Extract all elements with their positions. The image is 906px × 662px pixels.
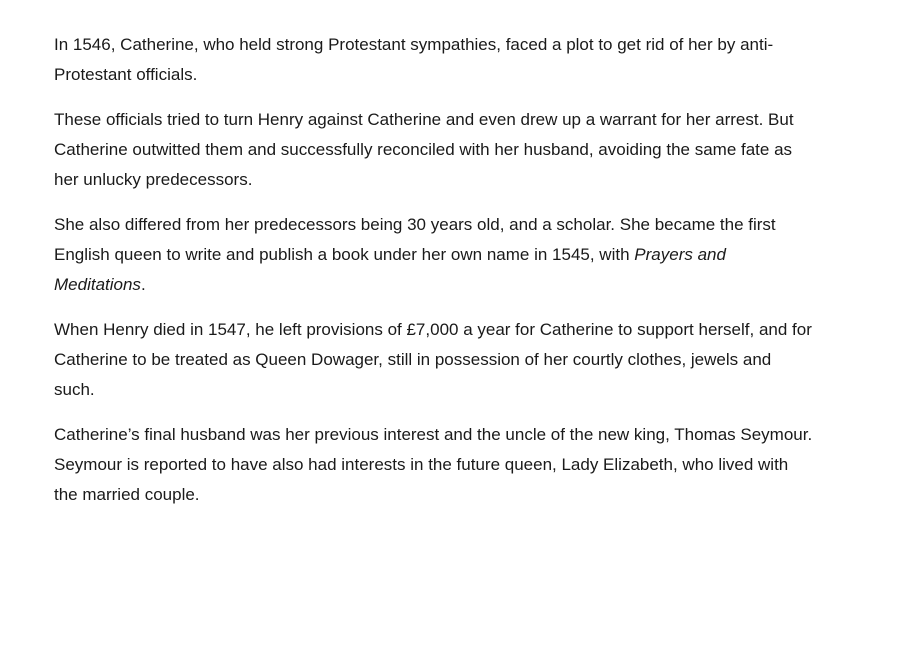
- paragraph-scholar-text: She also differed from her predecessors being 30 years old, and a scholar. She became the first English queen to write and publish a book under her own name in 1545, with: [54, 215, 776, 264]
- paragraph-thomas-seymour: Catherine’s final husband was her previous interest and the uncle of the new king, Thomas Seymour. Seymour is reported to have also had interests in the future queen, Lady Elizabeth, who lived with the married couple.: [54, 425, 813, 504]
- article-body: [54, 30, 814, 525]
- paragraph-scholar-queen: [54, 210, 814, 300]
- paragraph-queen-dowager: When Henry died in 1547, he left provisions of £7,000 a year for Catherine to support herself, and for Catherine to be treated as Queen Dowager, still in possession of her courtly clothes, jewels and such.: [54, 320, 812, 399]
- book-title: Prayers and Meditations: [54, 245, 726, 294]
- paragraph-scholar-text-end: .: [140, 275, 146, 294]
- paragraph-arrest-warrant: These officials tried to turn Henry against Catherine and even drew up a warrant for her arrest. But Catherine outwitted them and successfully reconciled with her husband, avoiding the same fate as her unlucky predecessors.: [54, 110, 794, 189]
- paragraph-protestant-plot: In 1546, Catherine, who held strong Protestant sympathies, faced a plot to get rid of her by anti-Protestant officials.: [54, 35, 774, 84]
